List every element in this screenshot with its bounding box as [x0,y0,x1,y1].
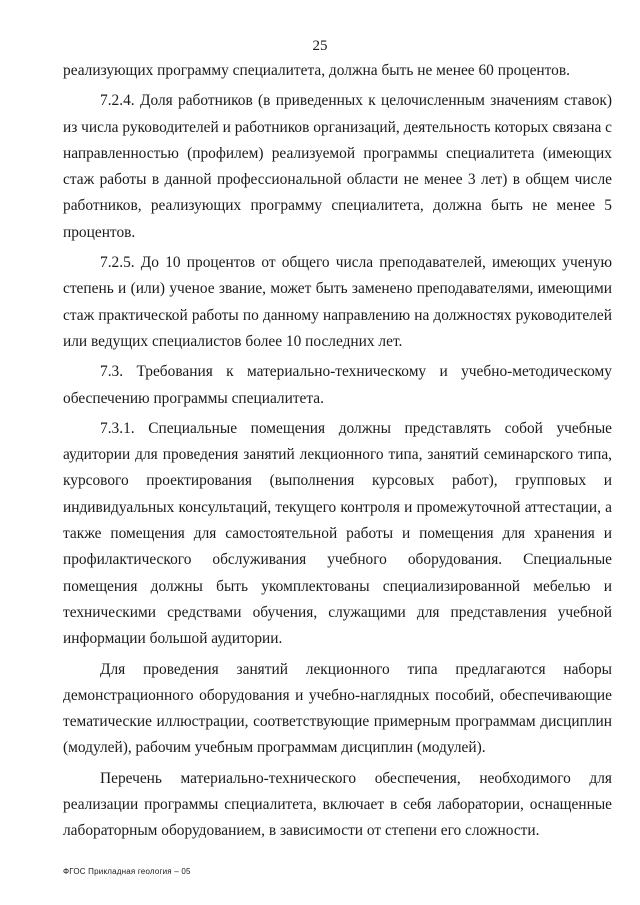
paragraph-7-2-4: 7.2.4. Доля работников (в приведенных к целочисленным значениям ставок) из числа руководителей и работников организаций, деятельность которых связана с направленностью (профилем) реализуемой программы специалитета (имеющих стаж работы в данной профессиональной области не менее 3 лет) в общем числе работников, реализующих программу специалитета, должна быть не менее 5 процентов. [63,92,612,241]
paragraph-7-3-1: 7.3.1. Специальные помещения должны представлять собой учебные аудитории для проведения занятий лекционного типа, занятий семинарского типа, курсового проектирования (выполнения курсовых работ), групповых и индивидуальных консультаций, текущего контроля и промежуточной аттестации, а также помещения для самостоятельной работы и помещения для хранения и профилактического обслуживания учебного оборудования. Специальные помещения должны быть укомплектованы специализированной мебелью и техническими средствами обучения, служащими для представления учебной информации большой аудитории. [63,419,612,648]
page-number: 25 [312,38,328,54]
document-footer: ФГОС Прикладная геология – 05 [63,867,191,876]
paragraph-7-2-5: 7.2.5. До 10 процентов от общего числа преподавателей, имеющих ученую степень и (или) ученое звание, может быть заменено преподавателями, имеющими стаж практической работы по данному направлению на должностях руководителей или ведущих специалистов более 10 последних лет. [63,254,612,350]
paragraph-7-3: 7.3. Требования к материально-техническому и учебно-методическому обеспечению программы специалитета. [63,363,612,407]
paragraph-lecture-equipment: Для проведения занятий лекционного типа предлагаются наборы демонстрационного оборудования и учебно-наглядных пособий, обеспечивающие тематические иллюстрации, соответствующие примерным программам дисциплин (модулей), рабочим учебным программам дисциплин (модулей). [63,660,612,757]
document-body [63,58,612,845]
paragraph-continuation: реализующих программу специалитета, должна быть не менее 60 процентов. [63,62,570,79]
paragraph-material-list: Перечень материально-технического обеспечения, необходимого для реализации программы специалитета, включает в себя лаборатории, оснащенные лабораторным оборудованием, в зависимости от степени его сложности. [63,769,612,840]
